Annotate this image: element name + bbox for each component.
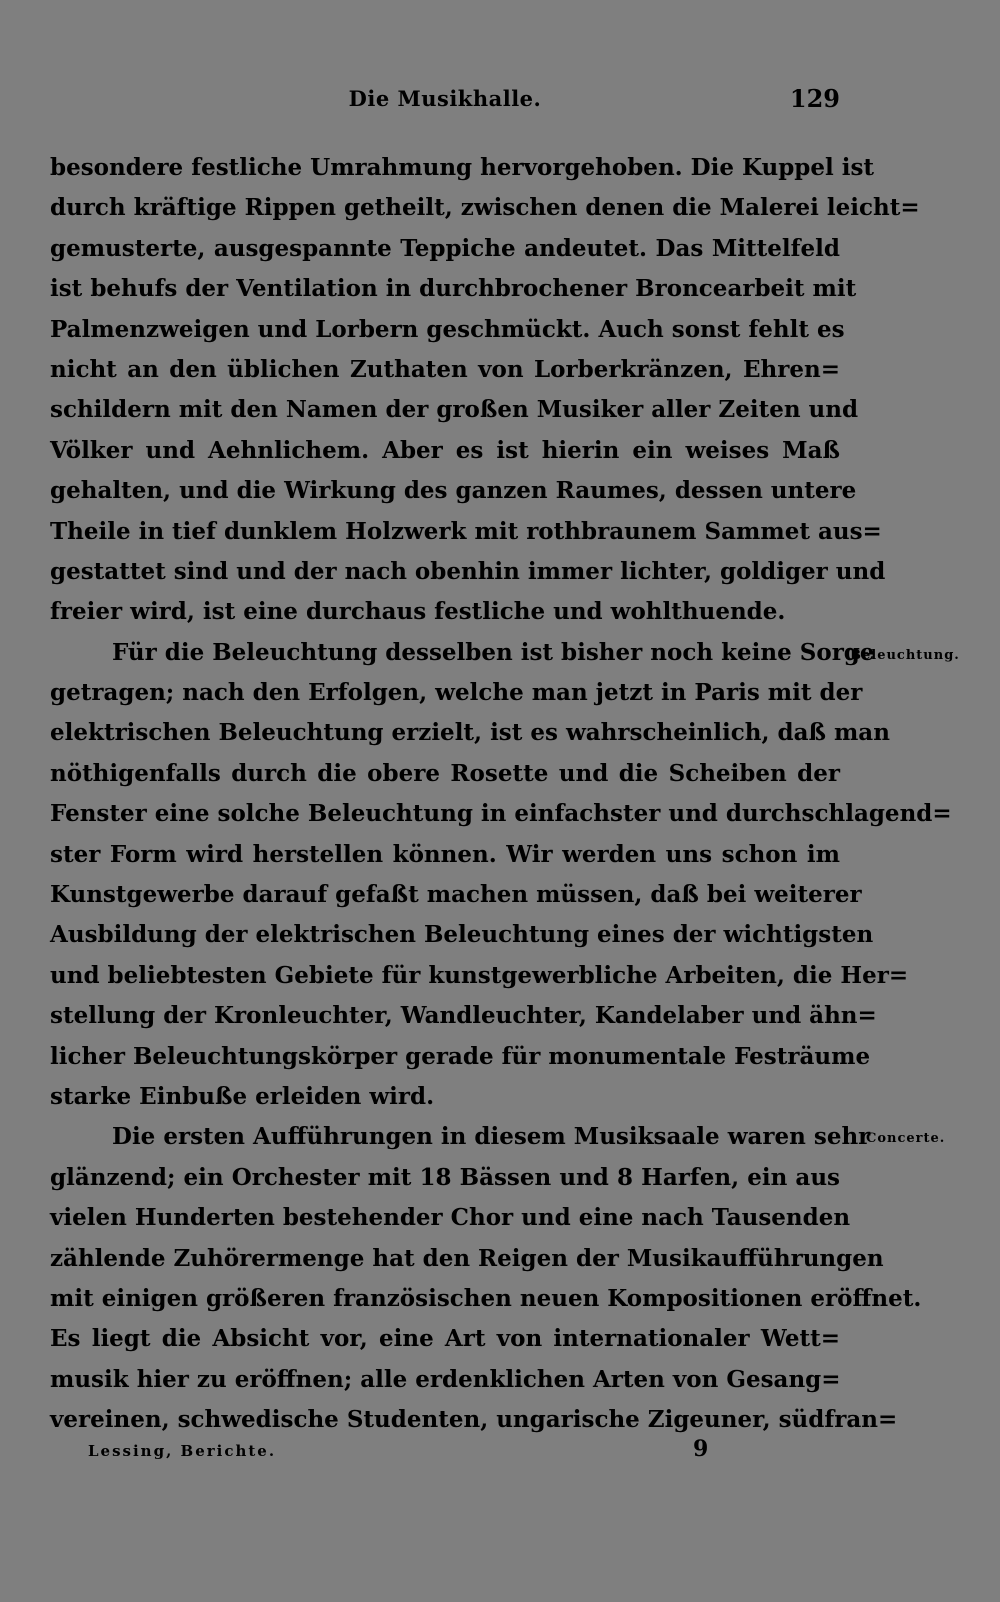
text-line: ster Form wird herstellen können. Wir werden uns schon im: [50, 840, 840, 868]
text-line: gestattet sind und der nach obenhin immer lichter, goldiger und: [50, 557, 886, 585]
text-line: Völker und Aehnlichem. Aber es ist hierin ein weises Maß: [50, 436, 840, 464]
text-line: gehalten, und die Wirkung des ganzen Raumes, dessen untere: [50, 477, 857, 505]
text-line: freier wird, ist eine durchaus festliche und wohlthuende.: [50, 598, 786, 626]
text-line: Palmenzweigen und Lorbern geschmückt. Auch sonst fehlt es: [50, 315, 845, 343]
margin-note-beleuchtung: Beleuchtung.: [850, 648, 960, 663]
text-line: Für die Beleuchtung desselben ist bisher noch keine Sorge: [112, 638, 875, 666]
signature-mark: Lessing, Berichte.: [88, 1442, 277, 1460]
page-number: 129: [789, 84, 840, 113]
text-line: vielen Hunderten bestehender Chor und eine nach Tausenden: [50, 1204, 851, 1232]
text-line: Ausbildung der elektrischen Beleuchtung eines der wichtigsten: [50, 921, 874, 949]
text-line: und beliebtesten Gebiete für kunstgewerbliche Arbeiten, die Her=: [50, 961, 909, 989]
text-line: durch kräftige Rippen getheilt, zwischen denen die Malerei leicht=: [50, 194, 920, 222]
text-line: elektrischen Beleuchtung erzielt, ist es wahrscheinlich, daß man: [50, 719, 890, 747]
text-line: vereinen, schwedische Studenten, ungarische Zigeuner, südfran=: [50, 1406, 898, 1434]
text-line: glänzend; ein Orchester mit 18 Bässen und 8 Harfen, ein aus: [50, 1163, 840, 1191]
text-line: stellung der Kronleuchter, Wandleuchter, Kandelaber und ähn=: [50, 1002, 877, 1030]
margin-note-concerte: Concerte.: [866, 1131, 946, 1146]
text-line: Die ersten Aufführungen in diesem Musiksaale waren sehr: [112, 1123, 871, 1151]
text-line: Theile in tief dunklem Holzwerk mit rothbraunem Sammet aus=: [50, 517, 882, 545]
text-line: schildern mit den Namen der großen Musiker aller Zeiten und: [50, 396, 859, 424]
text-line: ist behufs der Ventilation in durchbrochener Broncearbeit mit: [50, 275, 857, 303]
text-line: Es liegt die Absicht vor, eine Art von internationaler Wett=: [50, 1325, 840, 1353]
text-line: nicht an den üblichen Zuthaten von Lorberkränzen, Ehren=: [50, 355, 840, 383]
text-line: mit einigen größeren französischen neuen Kompositionen eröffnet.: [50, 1284, 922, 1312]
text-line: licher Beleuchtungskörper gerade für monumentale Festräume: [50, 1042, 871, 1070]
text-line: musik hier zu eröffnen; alle erdenklichen Arten von Gesang=: [50, 1365, 841, 1393]
text-line: gemusterte, ausgespannte Teppiche andeutet. Das Mittelfeld: [50, 234, 840, 262]
text-line: Kunstgewerbe darauf gefaßt machen müssen, daß bei weiterer: [50, 881, 862, 909]
running-head: [50, 78, 840, 118]
text-line: Fenster eine solche Beleuchtung in einfachster und durchschlagend=: [50, 800, 952, 828]
text-line: zählende Zuhörermenge hat den Reigen der Musikaufführungen: [50, 1244, 884, 1272]
running-title: Die Musikhalle.: [348, 86, 542, 111]
text-line: getragen; nach den Erfolgen, welche man jetzt in Paris mit der: [50, 679, 863, 707]
text-line: nöthigenfalls durch die obere Rosette und die Scheiben der: [50, 759, 840, 787]
text-line: starke Einbuße erleiden wird.: [50, 1082, 435, 1110]
text-line: besondere festliche Umrahmung hervorgehoben. Die Kuppel ist: [50, 154, 875, 181]
sheet-number: 9: [693, 1436, 709, 1462]
